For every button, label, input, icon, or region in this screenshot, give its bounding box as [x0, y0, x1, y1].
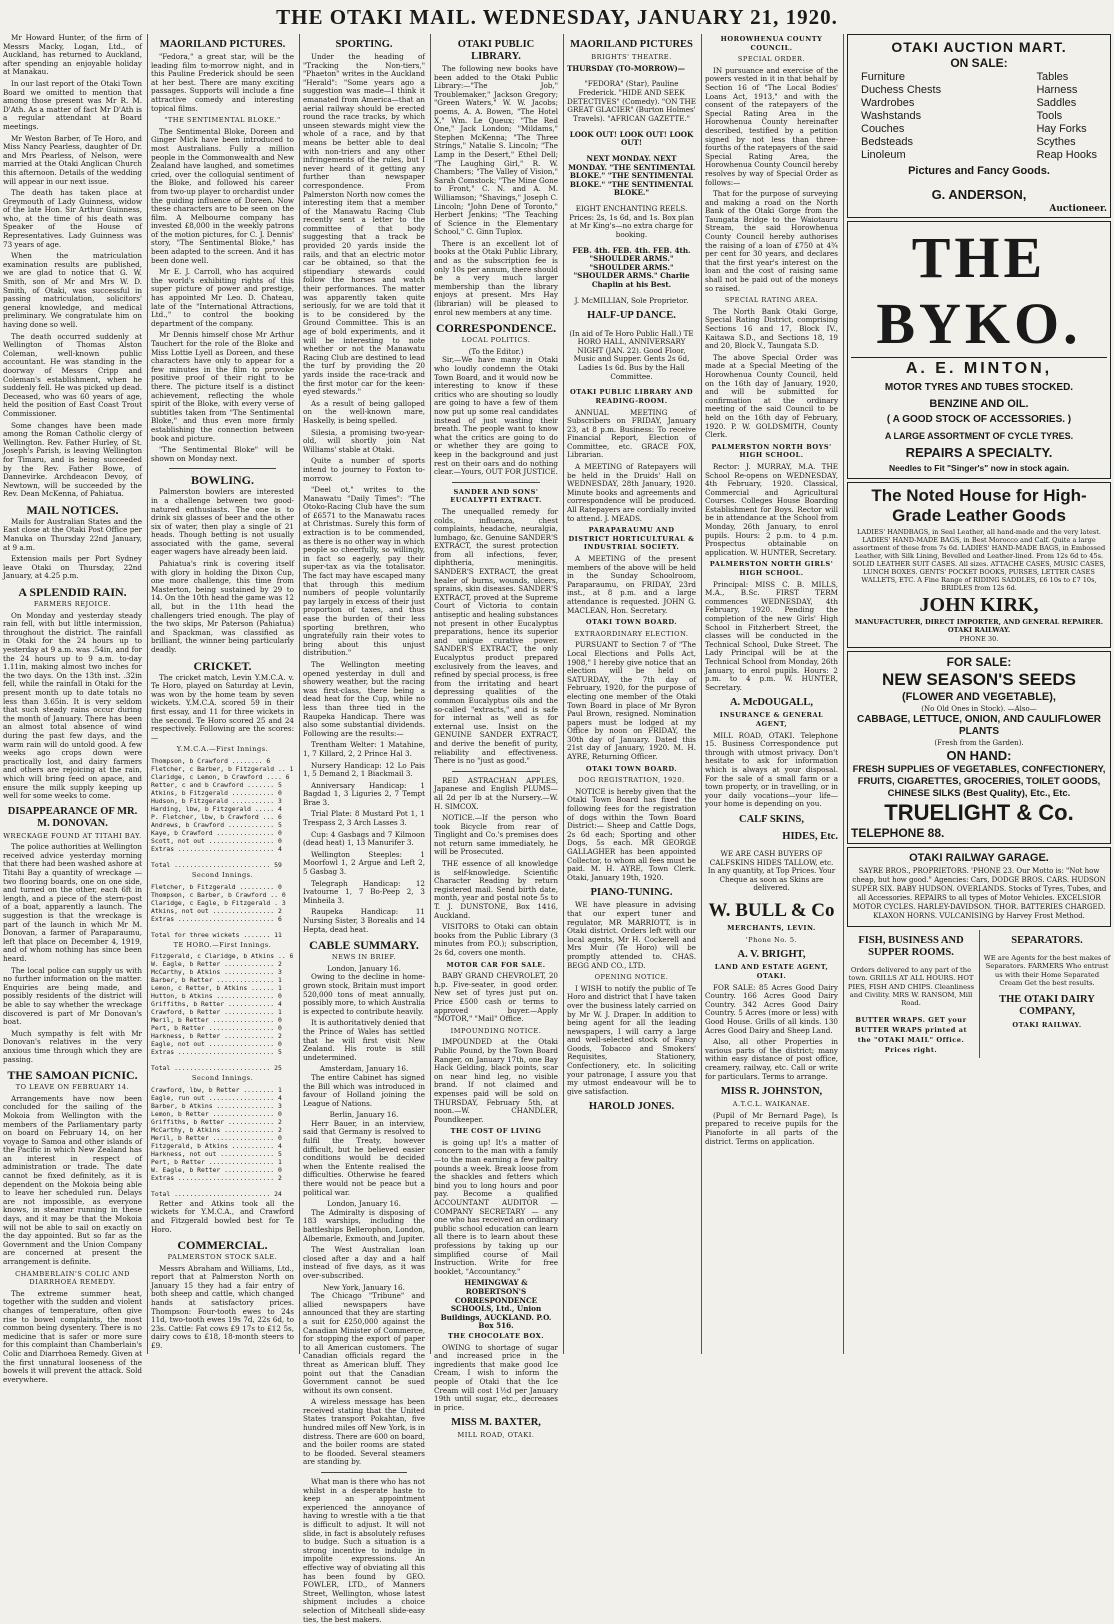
paragraph: The unequalled remedy for colds, influenza, chest complaints, headache, neuralgia, lumbago, &c. Genuine SANDER'S EXTRACT, the surest protection from all infections, fever, diphtheria, meningitis. SANDER'S EXTRACT, the great healer of burns, wounds, ulcers, sprains, skin diseases. SANDER'S EXTRACT, proved at the Supreme Court of Victoria to contain antiseptic and healing substances not present in other Eucalyptus preparations, hence its superior and unique curative power. SANDER'S EXTRACT, the only Eucalyptus product prepared exclusively from the leaves, and refined by special process, is free from the irritating and heart depressing qualities of the common Eucalyptus oils and the so-called "extracts," and is safe for internal as well as for external use. Insist on the GENUINE SANDER EXTRACT, and derive the benefit of purity, reliability and effectiveness. There is no "just as good." — [434, 506, 558, 766]
scorecard: Fitzgerald, c Claridge, b Atkins .. 6 W. Eagle, b Retter ............. 2 McCarthy, b Atkins ............. 3 Barber, b Retter ............... 1 Lemon, c Retter, b Atkins ...... 1 Hutton, b Atkins ............... 0 Griffiths, b Retter ............ 4 Crawford, b Retter ............. 1 Meril, b Retter ................ 0 Pert, b Retter ................. 0 Harkness, b Retter ............. 2 Eagle, not out ................. 0 Extras ......................... 5 Total ......................... 25 — [151, 952, 294, 1073]
dog-registration-subheading: DOG REGISTRATION, 1920. — [578, 776, 685, 785]
paragraph: MILL ROAD, OTAKI. Telephone 15. Business Correspondence put through with utmost privacy. Don't hesitate to ask for information which is always at your disposal. For the sale of a small farm or a town property, or in travelling, or in your daily vocations—your life—your home is depending on you. — [705, 730, 838, 809]
dateline: Amsterdam, January 16. — [319, 1064, 409, 1074]
paragraph: Messrs Abraham and Williams, Ltd., report that at Palmerston North on January 15 they had a fair entry of both sheep and cattle, which changed hands at satisfactory prices. Thompson: Four-tooth ewes to 24s 11d, two-tooth ewes 19s 7d, 22s 6d, to 23s. Cattle: Fat cows £9 17s to £12 5s, dairy cows to £18, 18-month steers to £9. — [151, 1263, 294, 1351]
on-hand-heading: ON HAND: — [946, 748, 1012, 763]
noted-house-heading: The Noted House for High-Grade Leather Goods — [871, 486, 1087, 525]
character-reading-ad: THE essence of all knowledge is self-knowledge. Scientific Character Reading by return registered mail. Send birth date, month, year and postal note 5s to T. J. DUNSTONE, Box 1416, Auckland. — [434, 859, 558, 920]
paragraph: What man is there who has not whilst in a desperate haste to keep an appointment experienced the annoyance of having to wrestle with a tie that is difficult to adjust. It will not slide, in fact is absolutely refuses to budge. Such a situation is a strong incentive to indulge in impolite expressions. An effective way of obviating all this has been found by GEO. FOWLER, LTD., of Manners Street, Wellington, whose latest shipment includes a choice selection of Mitcheall slide-easy ties, the best makers. — [303, 1477, 425, 1624]
paragraph: Some changes have been made among the Roman Catholic clergy of Wellington. Rev. Father Hurley, of St. Joseph's Parish, is leaving Wellington for Timaru, and is being succeeded by the Rev. Father Bowe, of Dannevirke. Archdeacon Devoy, of Newtown, will be succeeded by the Rev. Dean McKenna, of Pahiatua. — [3, 420, 142, 499]
column-5 — [563, 34, 699, 1354]
auction-items — [851, 71, 1107, 162]
pictures-heading: MAORILAND PICTURES. — [159, 39, 286, 50]
disappearance-heading: DISAPPEARANCE OF MR. M. DONOVAN. — [7, 805, 138, 829]
johnston-sub: A.T.C.L. WAIKANAE. — [732, 1100, 811, 1109]
dairy-company-sub: OTAKI RAILWAY. — [1012, 1021, 1082, 1030]
programme-line: NEXT MONDAY. NEXT MONDAY. "THE SENTIMENTAL BLOKE." "THE SENTIMENTAL BLOKE." "THE SENTIMENTAL BLOKE." — [568, 153, 695, 198]
paragraph: Trial Plate: 8 Mustard Pot 1, 1 Trespass 2, 3 Arch Lasses 3. — [303, 809, 425, 828]
item: Tables — [1036, 71, 1069, 83]
fish-supper-ad — [847, 930, 975, 1058]
item: Tools — [1036, 110, 1063, 122]
plants-note: (Fresh from the Garden). — [934, 739, 1024, 747]
paragraph: The above Special Order was made at a Special Meeting of the Horowhenua County Council, held on the 16th day of January, 1920, and will be submitted for confirmation at the ordinary meeting of the said Council to be held on the 16th day of February, 1920. P. W. GOLDSMITH, County Clerk. — [705, 352, 838, 440]
paragraph: That for the purpose of surveying and making a road on the North Bank of the Otaki Gorge from the Taungata Bridge to the Waiotauru Stream, the said Horowhenua County Council hereby authorises the raising of a loan of £750 at 4¾ per cent for 30 years, and declares that the first year's interest on the loan and the cost of raising same shall not be paid out of the moneys so raised. — [705, 189, 838, 293]
programme-line: THURSDAY (TO-MORROW)— — [567, 63, 685, 73]
innings-heading: TE HORO.—First Innings. — [173, 940, 272, 949]
fish-heading: FISH, BUSINESS AND SUPPER ROOMS. — [858, 935, 964, 958]
separators-ad — [979, 930, 1111, 1058]
leather-goods-ad — [847, 482, 1111, 648]
impounding-heading: IMPOUNDING NOTICE. — [450, 1026, 542, 1035]
paragraph: "Deel ot," writes to the Manawatu "Daily Times": "The Otoko-Racing Club have the sum of £6571 to the Manawatu races at Christmas. Surely this form of extraction is to be commended, as there is no other way in which people so cheerfully, so willingly, in fact so eagerly, pay their super-tax as via the totalisator. The fact may have escaped many that through this medium numbers of people voluntarily pay largely in excess of their just proportion of taxes, and thus ease the burden of their less sporting brethren, who ungratefully rain their votes to bring about this unjust distribution." — [303, 485, 425, 658]
minton-name: A. E. MINTON, — [905, 360, 1053, 377]
programme-line: EIGHT ENCHANTING REELS. Prices: 2s, 1s 6d, and 1s. Box plan at Mr King's—no extra charge for booking. — [569, 204, 694, 239]
truelight-name: TRUELIGHT & Co. — [884, 800, 1074, 825]
paragraph: (In aid of Te Horo Public Hall.) TE HORO HALL, ANNIVERSARY NIGHT (JAN. 22). Good Floor, Music and Supper. Gents 2s 6d, Ladies 1s 6d. Bus by the Hall Committee. — [569, 328, 694, 381]
hemingway-schools: HEMINGWAY & ROBERTSON'S CORRESPONDENCE SCHOOLS, Ltd., Union Buildings, AUCKLAND. P.O. Box 516. — [440, 1278, 552, 1331]
auction-mart-heading: OTAKI AUCTION MART. — [891, 39, 1067, 55]
auction-items-right — [1036, 71, 1097, 162]
motor-tyres-line: MOTOR TYRES AND TUBES STOCKED. — [884, 382, 1074, 393]
cricket-heading: CRICKET. — [193, 658, 252, 673]
fish-body: Orders delivered to any part of the town. GRILLS AT ALL HOURS. HOT PIES, FISH AND CHIPS. Cleanliness and Civility. MRS W. RANSOM, Mill Road. — [847, 965, 975, 1008]
paragraph: FOR SALE: 85 Acres Good Dairy Country. 166 Acres Good Dairy Country. 342 Acres Good Dairy Country. 5 Acres (more or less) with Good House. Grills of all kinds. 130 Acres Good Dairy and Sheep Land. — [705, 982, 838, 1035]
piano-heading: PIANO-TUNING. — [590, 887, 673, 899]
paragraph: Palmerston bowlers are interested in a challenge between two good-natured enthusiasts. The one is to drink six glasses of beer and the other six of water, then play a single of 21 heads. Though betting is not usually associated with the game, several eager wagers have already been laid. — [151, 487, 294, 557]
paragraph: Sir,—We have many in Otaki who loudly condemn the Otaki Town Board, and it would now be interesting to know if these critics who are shouting so loudly are going to have a few of them now put up some real candidates instead of just wasting their breath. The people want to know what the critics are going to do or whether they are going to keep in the background and just rest on their oars and do nothing clear.—Yours, OUT FOR JUSTICE. — [434, 355, 558, 477]
dateline: New York, January 16. — [323, 1282, 405, 1292]
chocolate-box-heading: THE CHOCOLATE BOX. — [447, 1331, 545, 1340]
paragraph: Anniversary Handicap: 1 Bagdad 1, 3 Liguries 2, 7 Tempt Brae 3. — [303, 780, 425, 807]
leather-goods-body: LADIES' HANDBAGS, in Seal Leather, all hand-made and the very latest. LADIES' HAND-MADE BAGS, in Best Morocco and Calf. Quite a large assortment of these from 7s 6d. LADIES' HAND-MADE BAGS, in Embossed Leather, with Silk Lining, Bevelled and Leather-lined. From 12s 6d to 45s. SOLID LEATHER SUIT CASES. All sizes. ATTACHE CASES, MUSIC CASES, LUNCH BOXES. GENTS' POCKET BOOKS, PURSES, LETTER CASES WALLETS, ETC. A Fine Range of RIDING SADDLES, £6 10s to £7 10s, BRIDLES from 12s 6d. — [852, 528, 1106, 592]
dateline: Berlin, January 16. — [329, 1110, 399, 1120]
auction-mart-ad — [847, 34, 1111, 218]
sander-heading: SANDER AND SONS' EUCALYPTI EXTRACT. — [450, 487, 542, 505]
bright-name: A. V. BRIGHT, — [737, 949, 806, 961]
paragraph: Telegraph Handicap: 12 Ivatourne 1, 7 Bo-Peep 2, 3 Minheila 3. — [303, 878, 425, 905]
maoriland-pictures-ad-heading: MAORILAND PICTURES — [570, 39, 693, 50]
paragraph: The Admiralty is disposing of 183 warships, including the battleships Bellerophon, London, Albemarle, Exmouth, and Jupiter. — [303, 1207, 425, 1243]
paragraph: The police authorities at Wellington received advice yesterday morning that there had been washed ashore at Titahi Bay a quantity of wreckage — two flooring boards, one on one side, and turned on the other, each 6ft in length, and a piece of the stern-post of a boat, apparently a launch. The suggestion is that the wreckage is part of the launch in which Mr M. Donovan, a farmer of Paraparaumu, left that place on December 4, 1919, and of whom nothing has since been heard. — [3, 842, 142, 963]
paragraph: "Fedora," a great star, will be the leading film to-morrow night, and in this Pauline Frederick should be seen at her best. There are many exciting passages. Supports will include a fine attractive comedy and interesting topical films. — [151, 52, 294, 113]
paragraph: Quite a number of sports intend to journey to Foxton to-morrow. — [303, 456, 425, 483]
paragraph: Trentham Welter: 1 Matahine, 1, 7 Killard, 2, 2 Prince Hal 3. — [303, 740, 425, 758]
paragraph: Mr Dennis himself chose Mr Arthur Tauchert for the role of the Bloke and Miss Lottie Lyell as Doreen, and these characters have only to appear for a few minutes in the film to provoke positive proof of their right to be there. The picture itself is a distinct achievement, reflecting the whole spirit of the Bloke, with every verse of subtitles taken from "The Sentimental Bloke," and thus even more firmly establishing the connection between book and picture. — [151, 330, 294, 443]
paragraph: On Monday and yesterday steady rain fell, with but little intermission, throughout the district. The rainfall in Otaki for the 24 hours up to yesterday at 9 a.m. was .54in, and for the 24 hours up to 9 a.m. to-day 1.11in, making almost two inches for the two days. On the 13th inst. .32in fell, while the rainfall in Otaki for the present month up to date totals no less than 3.65in. It is very seldom that such steady rains occur during the month of January. There has been an almost total absence of wind during the past few days, and the warm rain will do untold good. A few weeks ago crops down were practically lost, and dairy farmers and others are rejoicing at the rain, which will bring feed on apace, and ensure the milk supply keeping up well for some weeks to come. — [3, 610, 142, 801]
lower-ads — [847, 930, 1111, 1058]
paragraph: Cup: 4 Gasbags and 7 Kilmoon (dead heat) 1, 13 Manurifer 3. — [303, 829, 425, 848]
rating-area-heading: SPECIAL RATING AREA. — [724, 296, 819, 305]
paragraph: Pahiatua's rink is covering itself with glory in holding the Dixon Cup, one more challenge, this time from Masterton, being sustained by 29 to 14. On the 10th head the game was 12 all, but in the 11th head the challengers tried enough. The play of the two skips, Mr Paterson (Pahiatua) and Spackman, was classified as brilliant, the winner being particularly deadly. — [151, 559, 294, 654]
innings-heading: Second Innings. — [191, 870, 254, 879]
paragraph: WE have pleasure in advising that our expert tuner and regulator, MR MARRIOTT, is in Otaki district. Orders left with our local agents, Mr H. Cockerell and Mrs Muir (Te Horo) will be promptly attended to. CHAS. BEGG AND CO., LTD. — [567, 900, 696, 970]
accessories-line: ( A GOOD STOCK OF ACCESSORIES. ) — [886, 414, 1072, 425]
seeds-note: (No Old Ones in Stock). —Also— — [921, 705, 1037, 713]
column-3 — [299, 34, 428, 1624]
paragraph: A MEETING of the present members of the above will be held in the Sunday Schoolroom, Paraparaumu, on FRIDAY, 23rd inst., at 8 p.m. and a large attendance is requested. JOHN G. MACLEAN, Hon. Secretary. — [567, 554, 696, 615]
paragraph: The Chicago "Tribune" and allied newspapers have announced that they are starting a suit for £250,000 against the Canadian Minister of Commerce, for stopping the export of paper to all American customers. The Canadian officials regard the threat as American bluff. They point out that the Canadian Government cannot be sued without its own consent. — [303, 1291, 425, 1395]
garage-body: SAYRE BROS., PROPRIETORS. 'PHONE 23. Our Motto is: "Not how cheap, but how good." Agencies: Cars, DODGE BROS. CARS. HUDSON SUPER SIX. BABY HUDSON. OVERLANDS. Stocks of Tyres, Tubes, and all Accessories. REPAIRS to all types of Motor Vehicles. EXCELSIOR MOTOR CYCLES. HARLEY-DAVIDSON. THOR. BATTERIES CHARGED. KLAXON HORNS. VULCANISING by Harvey Frost Method. — [851, 867, 1107, 920]
paragraph: ANNUAL MEETING of Subscribers on FRIDAY, January 23, at 8 p.m. Business: To receive Financial Report, Election of Committee, etc. GRACE FOX, Librarian. — [567, 407, 696, 460]
mcdougall-name: A. McDOUGALL, — [729, 697, 814, 709]
cost-of-living-heading: THE COST OF LIVING — [450, 1127, 542, 1136]
correspondence-heading: CORRESPONDENCE. — [435, 321, 557, 336]
garage-heading: OTAKI RAILWAY GARAGE. — [909, 852, 1049, 864]
paragraph: Mr E. J. Carroll, who has acquired the world's exhibiting rights of this super picture of power and prestige, has appointed Mr Leo. D. Chateau, late of the "International Attractions, Ltd.," to control the booking department of the company. — [151, 267, 294, 328]
seeds-subheading: (FLOWER AND VEGETABLE), — [902, 691, 1056, 703]
anderson-name: G. ANDERSON, — [931, 187, 1027, 202]
paragraph: Arrangements have now been concluded for the sailing of the Mokoia from Wellington with the members of the Parliamentary party on board on February 14, on her voyage to Samoa and other islands of the Pacific in which New Zealand has an interest in respect of administration or trade. The date cannot be fixed definitely, as it is dependent on the Mokoia being able to leave her scheduled run. Delays are not impossible, as everyone knows, in steamer running in these days, and it may be that the Mokoia will not be able to sail on exactly on the day appointed. But so far as the Government and the Union Company are concerned at present the arrangement is definite. — [3, 1093, 142, 1266]
item: Wardrobes — [861, 97, 915, 109]
correspondence-subheading: LOCAL POLITICS. — [461, 336, 531, 345]
paragraph: Under the heading of "Tracking the Non-tiers," "Phaeton" writes in the Auckland "Herald": "Some years ago a suggestion was made—I think it emanated from America—that an aerial railway should be erected round the race tracks, by which unseen stewards might view the whole of a race, and by that means be better able to deal with non-triers and any other infringements of the rules, but I never heard of it getting any further than newspaper correspondence. From Palmerston North now comes the interesting item that a member of the Manawatu Racing Club recently sent a letter to the committee of that body suggesting that a track be provided 20 yards inside the rails, and that an electric motor car be obtained, so that the stipendiary stewards could follow the horses and watch their performances. The matter was apparently taken quite seriously, for we are told that it is to be considered by the Ground Committee. This is an age of bold experiments, and it will be interesting to note whether or not the Manawatu Racing Club are destined to lead the turf by providing the 20 yards inside the race-track and the first motor car for the keen-eyed stewards." — [303, 52, 425, 397]
item: Harness — [1036, 84, 1078, 96]
bright-title: LAND AND ESTATE AGENT, OTAKI. — [714, 963, 829, 980]
intro-paragraphs — [3, 34, 142, 499]
bull-phone: 'Phone No. 5. — [745, 935, 798, 944]
apples-ad: RED ASTRACHAN APPLES, Japanese and English PLUMS—all 2d per lb at the Nursery.—W. H. SIMCOX. — [434, 775, 558, 811]
kirk-subtitle: MANUFACTURER, DIRECT IMPORTER, AND GENERAL REPAIRER. OTAKI RAILWAY. — [854, 618, 1104, 634]
paragraph: Owing to the decline in home-grown stock, Britain must import 520,000 tons of meat annually, possibly more, to which Australia is expected to contribute heavily. — [303, 972, 425, 1016]
paragraph: I WISH to notify the public of Te Horo and district that I have taken over the business lately carried on by Mr W. J. Draper. In addition to being agent for all the leading newspapers, I will carry a large and well-selected stock of Fancy Goods, Tobacco and Smokers' Requisites, Stationery, Confectionery, etc. In soliciting your patronage, I assure you that my utmost endeavour will be to give satisfaction. — [567, 983, 696, 1096]
scorecard: Fletcher, b Fitzgerald ......... 0 Thompson, c Barber, b Crawford .. 0 Claridge, c Eagle, b Fitzgerald . 3 Atkins, not out ................ 2 Extras ......................... 6 Total for three wickets ....... 11 — [151, 882, 286, 939]
bowling-heading: BOWLING. — [190, 473, 254, 488]
paragraph: The North Bank Otaki Gorge, Special Rating District, comprising Sections 16 and 17, Block IV., Kaitawa S.D., and Sections 18, 19 and 20, Block V., Taungata S.D. — [705, 306, 838, 351]
kirk-phone: PHONE 30. — [959, 635, 999, 643]
scorecard: Thompson, b Crawford ........ 6 Fletcher, c Barber, b Fitzgerald .. 1 Claridge, c Lemon, b Crawford .... 6 Retter, c and b Crawford ....... 5 Atkins, b Fitzgerald ........... 0 Hudson, b Fitzgerald ........... 3 Harding, lbw, b Fitzgerald ..... 4 P. Fletcher, lbw, b Crawford ... 6 Andrews, b Crawford ............ 5 Kaye, b Crawford ............... 0 Scott, not out ................. 0 Extras ......................... 4 Total ......................... 59 — [151, 756, 294, 869]
paragraph: IMPOUNDED at the Otaki Public Pound, by the Town Board Ranger, on January 17th, one Bay Hack Gelding, black points, scar on near hind leg, no visible brand. If not claimed and expenses paid will be sold on THURSDAY, February 5th, at noon.—W. CHANDLER, Poundkeeper. — [434, 1037, 558, 1124]
paragraph: In our last report of the Otaki Town Board we omitted to mention that among those present was Mr R. M. D'Ath. As a matter of fact Mr D'Ath is a regular attendant at Board meetings. — [3, 78, 142, 131]
divider — [169, 468, 276, 469]
butter-wraps: BUTTER WRAPS. GET your BUTTER WRAPS printed at the "OTAKI MAIL" Office. Prices right. — [854, 1015, 968, 1054]
scorecard: Crawford, lbw, b Retter ........ 1 Eagle, run out ................. 4 Barber, b Atkins ............... 3 Lemon, b Retter ................ 0 Griffiths, b Retter ............ 2 McCarthy, b Atkins ............. 2 Meril, b Retter ................ 0 Fitzgerald, b Atkins ........... 4 Harkness, not out .............. 5 Pert, b Retter ................. 1 W. Eagle, b Retter ............. 0 Extras ......................... 2 Total ......................... 24 — [151, 1085, 282, 1198]
ratepayers-notice: A MEETING of Ratepayers will be held in the Druids' Hall on WEDNESDAY, 28th January, 1920. Minute books and agreements and correspondence will be produced. All Ratepayers are cordially invited to attend. J. MEADS. — [567, 462, 696, 523]
item: Saddles — [1036, 97, 1077, 109]
paragraph: PURSUANT to Section 7 of "The Local Elections and Polls Act, 1908," I hereby give notice that an election will be held on SATURDAY, the 7th day of February, 1920, for the purpose of electing one member of the Otaki Town Board in place of Mr Byron Paul Brown, resigned. Nomination papers must be lodged at my Office by noon on FRIDAY, the 30th day of January. Dated this 21st day of January, 1920. M. H. AYRE, Returning Officer. — [567, 640, 696, 762]
seeds-heading: NEW SEASON'S SEEDS — [882, 670, 1076, 689]
kirk-name: JOHN KIRK, — [919, 594, 1039, 616]
byko-heading: THE BYKO. — [851, 225, 1107, 358]
paragraph: Wellington Steeples: 1 Moorfowl 1, 2 Argue and Left 2, 5 Gasbag 3. — [303, 849, 425, 877]
calf-skins-heading: CALF SKINS, — [739, 813, 804, 825]
masthead: THE OTAKI MAIL. WEDNESDAY, JANUARY 21, 1920. — [276, 5, 838, 29]
motor-car-heading: MOTOR CAR FOR SALE. — [446, 960, 546, 969]
paragraph: A wireless message has been received stating that the United States transport Pokahtan, five hundred miles off New York, is in distress. There are 600 on board, and the boiler rooms are stated to be flooded. Several steamers are standing by. — [303, 1397, 425, 1467]
picnic-heading: THE SAMOAN PICNIC. — [7, 1068, 138, 1083]
society-heading: PARAPARAUMU AND DISTRICT HORTICULTURAL & INDUSTRIAL SOCIETY. — [568, 526, 695, 552]
paragraph: "The Sentimental Bloke" will be shown on Monday next. — [151, 445, 294, 463]
divider — [452, 482, 540, 483]
on-hand-body: FRESH SUPPLIES OF VEGETABLES, CONFECTIONERY, FRUITS, CIGARETTES, GROCERIES, TOILET GOODS, CHINESE SILKS (Best Quality), Etc., Etc. — [852, 764, 1106, 799]
innings-heading: Y.M.C.A.—First Innings. — [176, 745, 269, 754]
paragraph: The cricket match, Levin Y.M.C.A. v. Te Horo, played on Saturday at Levin, was won by the home team by seven wickets. Y.M.C.A. scored 59 in their first essay, and 11 for three wickets in the second. Te Horo scored 25 and 24 respectively. Following are the scores:— — [151, 672, 294, 742]
commercial-heading: COMMERCIAL. — [177, 1238, 268, 1253]
rain-heading: A SPLENDID RAIN. — [18, 585, 127, 600]
paragraph: As a result of being galloped on the well-known mare, Haskelly, is being spelled. — [303, 398, 425, 425]
paragraph: The local police can supply us with no further information on the matter. Enquiries are being made, and possibly residents of the district will be able to say whether the wreckage discovered is part of Mr Donovan's boat. — [3, 965, 142, 1027]
auction-items-left — [861, 71, 941, 162]
county-council-heading: HOROWHENUA COUNTY COUNCIL. — [720, 35, 823, 52]
item: Linoleum — [861, 149, 906, 161]
paragraph: Raupeka Handicap: 11 Nursing Sister, 3 Borealis and 14 Hepta, dead heat. — [303, 907, 425, 934]
paragraph: The death has taken place at Greymouth of Lady Guinness, widow of the late Hon. Sir Arthur Guinness, who, at the time of his death was Speaker of the House of Representatives. Lady Guinness was 73 years of age. — [3, 188, 142, 249]
library-heading: OTAKI PUBLIC LIBRARY. — [457, 39, 535, 62]
cable-subheading: NEWS IN BRIEF. — [331, 953, 397, 962]
paragraph: Much sympathy is felt with Mr Donovan's relatives in the very anxious time through which they are passing. — [3, 1028, 142, 1064]
column-6 — [701, 34, 841, 1354]
baxter-address: MILL ROAD, OTAKI. — [457, 1431, 535, 1440]
auctioneer-label: Auctioneer. — [1049, 204, 1107, 214]
programme-line: FEB. 4th. FEB. 4th. FEB. 4th. "SHOULDER ARMS." "SHOULDER ARMS." "SHOULDER ARMS." Charlie Chaplin at his Best. — [572, 245, 691, 289]
programme-line: LOOK OUT! LOOK OUT! LOOK OUT! — [569, 129, 694, 148]
paragraph: Rector: J. MURRAY, M.A. THE School Re-opens on WEDNESDAY, 4th February, 1920. Classical, Commercial and Agricultural Courses. Colleges House Boarding Establishment for Boys. Rector will be in attendance at the School from Monday, 26th January, to enrol pupils. Hours: 2 p.m. to 4 p.m. Prospectus obtainable on application. W. HUNTER, Secretary. — [705, 461, 838, 557]
town-board-heading: OTAKI TOWN BOARD. — [585, 764, 678, 773]
plants-line: CABBAGE, LETTUCE, ONION, AND CAULIFLOWER PLANTS — [856, 714, 1102, 737]
dairy-company-heading: THE OTAKI DAIRY COMPANY, — [999, 994, 1095, 1018]
mcdougall-title: INSURANCE & GENERAL AGENT, — [719, 711, 824, 728]
paragraph: The extreme summer heat, together with the sudden and violent changes of temperature, often give rise to bowel complaints, the most common being dysentery. There is no medicine that is safer or more sure for this complaint than Chamberlain's Colic and Diarrhoea Remedy. Given at the first unnatural looseness of the bowels it will prevent the attack. Sold everywhere. — [3, 1288, 142, 1384]
garage-ad — [847, 847, 1111, 927]
truelight-ad — [847, 651, 1111, 844]
paragraph: Retter and Atkins took all the wickets for Y.M.C.A., and Crawford and Fitzgerald bowled best for Te Horo. — [151, 1198, 294, 1234]
paragraph: The West Australian loan closed after a day and a half instead of five days, as it was over-subscribed. — [303, 1245, 425, 1280]
byko-ad — [847, 221, 1111, 479]
dance-heading: HALF-UP DANCE. — [587, 310, 676, 322]
disappearance-subheading: WRECKAGE FOUND AT TITAHI BAY. — [3, 831, 142, 840]
girls-high-heading: PALMERSTON NORTH GIRLS' HIGH SCHOOL. — [709, 560, 834, 578]
bull-name: W. BULL & Co — [708, 900, 835, 922]
opening-notice-heading: OPENING NOTICE. — [594, 973, 669, 982]
paragraph: (Pupil of Mr Bernard Page), Is prepared to receive pupils for the Pianoforte in all parts of the district. Terms on application. — [705, 1110, 838, 1146]
separators-heading: SEPARATORS. — [1011, 935, 1083, 946]
sentimental-bloke-subheading: "THE SENTIMENTAL BLOKE." — [164, 116, 281, 125]
paragraph: The following new books have been added to the Otaki Public Library:—"The Job," Troublemaker," Jackson Gregory; "Green Waters," W. W. Jacobs; poems, A. A. Bowen, "The Hotel X," Wm. Le Queux; "The Red One," Jack London; "Mildams," Stephen McKenna; "The Three Strings," Natalie S. Lincoln; "The Lamp in the Desert," Ethel Dell; "The Laughing Girl," R. W. Chambers; "The Valley of Vision," Sarah Comstock; "The Mine Gone to Front," C. N. and A. M. Williamson; "Shavings," Joseph C. Lincoln; "John Dene of Toronto," Herbert Jenkins; "The Teaching of Science in the Elementary School," C. Ginn Tuplox. — [434, 64, 558, 237]
paragraph: The Sentimental Bloke, Doreen and Ginger Mick have been introduced to most Australians. Fully a million people in the Commonwealth and New Zealand have laughed, and sometimes cried, over the colloquial sentiment of the Bloke, and followed his career from two-up player to orchardist under the guiding influence of Doreen. Now these characters are to be seen on the film. A Melbourne company has invested £8,000 in the weekly patrons of the motion pictures, for C. J. Dennis' story, "The Sentimental Bloke," has been adapted to the screen. And it has been done well. — [151, 126, 295, 265]
column-1 — [0, 33, 145, 1384]
rain-subheading: FARMERS REJOICE. — [33, 600, 112, 609]
cycle-tyres-line: A LARGE ASSORTMENT OF CYCLE TYRES. — [884, 431, 1074, 441]
cable-heading: CABLE SUMMARY. — [309, 938, 419, 953]
stock-sale-subheading: PALMERSTON STOCK SALE. — [167, 1253, 278, 1262]
chamberlain-heading: CHAMBERLAIN'S COLIC AND DIARRHOEA REMEDY. — [15, 1269, 130, 1287]
paragraph: Mr Howard Hunter, of the firm of Messrs Macky, Logan, Ltd., of Auckland, has returned to Auckland, after spending an enjoyable holiday at Manakau. — [3, 33, 142, 77]
column-4 — [430, 34, 561, 1440]
editor-line: (To the Editor.) — [468, 346, 524, 356]
column-7 — [843, 34, 1114, 1354]
divider — [452, 771, 540, 772]
paragraph: Principal: MISS C. B. MILLS, M.A., B.Sc. FIRST TERM commences WEDNESDAY, 4th February, 1920. Pending the completion of the new Girls' High School in Fitzherbert Street, the classes will be conducted in the Technical School, Duke Street. The Lady Principal will be at the Technical School from Monday, 26th January, to enrol pupils. Hours: 2 p.m. to 4 p.m. W. HUNTER, Secretary. — [705, 579, 838, 692]
paragraph: is going up! It's a matter of concern to the man with a family—to the man earning a few paltry pounds a week. Break loose from the shackles and fetters which bind you to long hours and poor pay. Become a qualified ACCOUNTANT AUDITOR — COMPANY SECRETARY — any one who has received an ordinary public school education can learn all there is to learn about these professions by taking up our simplified course of Mail Instruction. Write for free booklet, "Accountancy." — [434, 1137, 558, 1276]
separators-body: WE are Agents for the best makes of Separators. FARMERS Who entrust us with their Home Separated Cream Get the best results. — [983, 953, 1111, 988]
for-sale-heading: FOR SALE: — [946, 655, 1012, 669]
visitors-notice: VISITORS to Otaki can obtain books from the Public Library (3 minutes from P.O.); subscription, 2s 6d, covers one month. — [434, 922, 558, 957]
johnston-name: MISS R. JOHNSTON, — [720, 1086, 823, 1098]
paragraph: It is authoritatively denied that the Prince of Wales has settled that he will first visit New Zealand. His route is still undetermined. — [303, 1018, 425, 1062]
sporting-heading: SPORTING. — [335, 39, 393, 50]
needles-line: Needles to Fit "Singer's" now in stock again. — [888, 463, 1070, 473]
paragraph: WE ARE CASH BUYERS OF CALFSKINS HIDES TALLOW, etc. In any quantity, at Top Prices. Your Cheque as soon as Skins are delivered. — [707, 849, 836, 893]
bicycle-notice: NOTICE.—If the person who took Bicycle from rear of Tinglight and Co.'s premises does not return same immediately, he will be Prosecuted. — [434, 813, 558, 857]
paragraph: Also, all other Properties in various parts of the district; many within easy distance of post office, creamery, railway, etc. Call or write for particulars. Terms to arrange. — [705, 1037, 838, 1081]
mail-notices-heading: MAIL NOTICES. — [26, 502, 119, 517]
paragraph: Silesia, a promising two-year-old, will shortly join Nat Williams' stable at Otaki. — [303, 427, 425, 454]
item: Scythes — [1036, 136, 1076, 148]
baxter-name: MISS M. BAXTER, — [451, 1417, 541, 1429]
paragraph: BABY GRAND CHEVROLET, 20 h.p. Five-seater, in good order. New set of tyres just put on. Price £500 cash or terms to approved buyer.—Apply "MOTOR," "Mail" Office. — [434, 971, 558, 1024]
item: Hay Forks — [1036, 123, 1087, 135]
on-sale-heading: ON SALE: — [950, 56, 1008, 70]
hides-heading: HIDES, Etc. — [782, 830, 838, 842]
column-2 — [147, 34, 297, 1354]
paragraph: IN pursuance and exercise of the powers vested in it in that behalf by Section 16 of "The Local Bodies' Loans Act, 1913," and with the consent of the ratepayers of the Special Rating Area in the Horowhenua County hereinafter described, testified by a petition signed by not less than three-fourths of the ratepayers of the said Special Rating Area, the Horowhenua County Council hereby resolves by way of Special Order as follows:— — [705, 65, 838, 187]
paragraph: The death occurred suddenly at Wellington of Thomas Alston Coleman, well-known public accountant. He was standing in the doorway of Messrs Cripp and Coleman's establishment, when he suddenly fell. He was picked up dead. Deceased, who was 60 years of age, held the position of East Coast Trout Commissioner. — [3, 331, 142, 418]
proprietor: J. McMILLIAN, Sole Proprietor. — [574, 295, 689, 305]
paragraph: Extension mails per Port Sydney leave Otaki on Thursday, 22nd January, at 4.25 p.m. — [3, 554, 142, 581]
benzine-line: BENZINE AND OIL. — [929, 398, 1029, 410]
paragraph: Nursery Handicap: 12 Lo Pais 1, 5 Demand 2, 1 Biackmail 3. — [303, 760, 425, 779]
innings-heading: Second Innings. — [191, 1074, 254, 1083]
item: Bedsteads — [861, 136, 913, 148]
paragraph: There is an excellent lot of books at the Otaki Public Library, and as the subscription fee is only 10s per annum, there should be a very much larger membership than the library enjoys at present. Mrs Hay (librarian) will be pleased to enrol new members at any time. — [434, 238, 558, 317]
item: Reap Hooks — [1036, 149, 1097, 161]
divider — [321, 1472, 407, 1473]
paragraph: OWING to shortage of sugar and increased price in the ingredients that make good Ice Cream, I wish to inform the people of Otaki that the Ice Cream will cost 1½d per January 19th until sugar, etc., decreases in price. — [434, 1342, 558, 1412]
pictures-fancy-goods: Pictures and Fancy Goods. — [908, 165, 1050, 177]
item: Furniture — [861, 71, 906, 83]
dateline: London, January 16. — [327, 1199, 401, 1209]
paragraph: When the matriculation examination results are published, we are glad to notice that G. W. Smith, son of Mr and Mrs W. D. Smith, of Otaki, was successful in passing matriculation, solicitors' general knowledge, and medical preliminary. We congratulate him on having done so well. — [3, 251, 142, 329]
paragraph: NOTICE is hereby given that the Otaki Town Board has fixed the following fees for the registration of dogs within the Town Board District:— Sheep and Cattle Dogs, 2s 6d each; Sporting and other Dogs, 5s each. MR GEORGE GALLAGHER has been appointed Collector, to whom all fees must be paid. M. H. AYRE, Town Clerk. Otaki, January 19th, 1920. — [567, 786, 696, 882]
paragraph: Mails for Australian States and the East close at the Otaki Post Office per Manuka on Thursday 22nd January, at 9 a.m. — [3, 516, 142, 552]
special-order-subheading: SPECIAL ORDER. — [737, 55, 806, 64]
picnic-subheading: TO LEAVE ON FEBRUARY 14. — [15, 1083, 130, 1092]
dateline: London, January 16. — [327, 963, 401, 973]
programme-line: "FEDORA" (Star), Pauline Frederick. "HIDE AND SEEK DETECTIVES" (Comedy). "ON THE GREAT GLACIER" (Burton Holmes' Travels). "AFRICAN GAZETTE." — [567, 79, 696, 123]
harold-jones: HAROLD JONES. — [588, 1101, 675, 1113]
item: Couches — [861, 123, 905, 135]
paragraph: The entire Cabinet has signed the Bill which was introduced in favour of Holland joining the League of Nations. — [303, 1072, 425, 1108]
theatre-subheading: BRIGHTS' THEATRE. — [591, 53, 672, 61]
item: Duchess Chests — [861, 84, 942, 96]
town-board-subheading: EXTRAORDINARY ELECTION. — [574, 629, 689, 638]
bull-merchants: MERCHANTS, LEVIN. — [727, 924, 816, 933]
boys-high-heading: PALMERSTON NORTH BOYS' HIGH SCHOOL. — [711, 442, 832, 460]
paragraph: Mr Weston Barber, of Te Horo, and Miss Nancy Pearless, daughter of Dr. and Mrs Pearless, of Nelson, were married at the Otaki Anglican Church this afternoon. Details of the wedding will appear in our next issue. — [3, 133, 142, 186]
paragraph: Herr Bauer, in an interview, said that Germany is resolved to fulfil the Treaty, however difficult, but he believed easier conditions would be decided when the Entente realised the difficulties. Otherwise he feared there would not be peace but a political war. — [303, 1118, 425, 1197]
library-meeting-heading: OTAKI PUBLIC LIBRARY AND READING-ROOM. — [569, 388, 694, 405]
truelight-telephone: TELEPHONE 88. — [851, 826, 945, 840]
repairs-line: REPAIRS A SPECIALTY. — [905, 445, 1053, 460]
town-board-heading: OTAKI TOWN BOARD. — [585, 618, 678, 627]
item: Washstands — [861, 110, 922, 122]
paragraph: The Wellington meeting opened yesterday in dull and showery weather, but the racing was first-class, there being a dead heat for the Cup, while no less than three tied in the Raupeka Handicap. There was also some substantial dividends. Following are the results:— — [303, 659, 425, 738]
